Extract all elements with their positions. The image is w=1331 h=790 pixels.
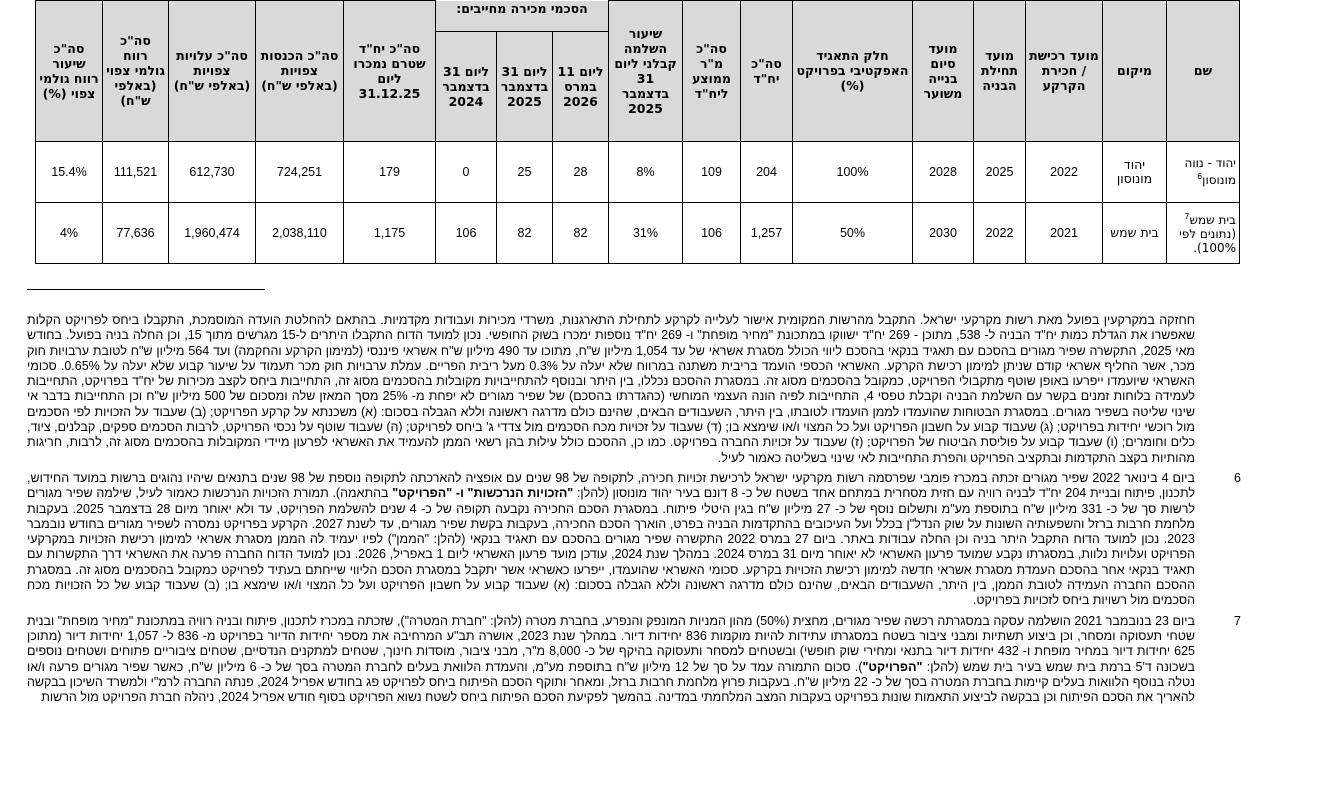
cell-construction-start: 2022: [974, 202, 1026, 263]
footnote-separator: [27, 289, 265, 290]
header-expected-revenue: סה"כ הכנסות צפויות (באלפי ש"ח): [256, 1, 344, 142]
footnote-7-text: ביום 23 בנובמבר 2021 הושלמה עסקה במסגרתה רכשה שפיר מגורים, מחצית (50%) מהון המניות המונפק והנפרע, בחברת מטרה (להלן: "חברת המטרה"), שזכתה במכרז לתכנון, פיתוח ובניה רוויה במתכונת "מחיר מופחת" ובנית שטחי תעסוקה ומסחר, וכן ביצוע תשתיות ומבני ציבור בשטח במסגרתו עתידות להיות מוקמות 836 יחידות דיור. במהלך שנת 2023, אושרה תב"ע המרחיבה את מספר יחידות הדיור בפרויקט מ- 836 ל- 1,057 יחידות דיור (מתוכן 625 יחידות דיור במחיר מופחת ו- 432 יחידות דיור בתנאי ומחירי שוק חופשי) ובשטחים למסחר ותעסוקה בהיקף של כ- 8,000 מ"ר, מבני ציבור, מוסדות חינוך, שטחים למתקנים הנדסיים, שטחים ציבוריים פתוחים ושטחים נוספים בשכונה ד'5 ברמת בית שמש בעיר בית שמש (להלן: "הפרויקט"). סכום התמורה עמד על סך של 12 מיליון ש"ח בתוספת מע"מ, והעמדת הלוואת בעלים לחברת המטרה בסך של כ- 6 מיליון ש"ח, כאשר שפיר מגורים פרעה ו/או נטלה בנוסף הלוואות בעלים קיימות בחברת המטרה בסך של כ- 22 מיליון ש"ח. בעקבות פרוץ מלחמת חרבות ברזל, ומאחר ותוקף הסכם הפיתוח ביחס לפרויקט פג בחודש אפריל 2024, פנתה החברה לרמ"י ולמשרד השיכון בבקשה להאריך את הסכם הפיתוח וכן בבקשה לביצוע התאמות שונות בפרויקט בעקבות המצב המלחמתי במדינה. בהמשך לפקיעת הסכם הפיתוח ביחס לשטח נשוא הפרויקט בסוף חודש אפריל 2024, ניהלה חברת הפרויקט מול הרשות: [27, 613, 1196, 705]
cell-purchase-date: 2022: [1026, 141, 1103, 202]
header-binding-dec-2024: ליום 31 בדצמבר 2024: [436, 31, 497, 141]
projects-table-wrapper: [27, 0, 1240, 264]
footnote-6-number: 6: [1234, 470, 1241, 485]
cell-binding-mar-2026: 28: [553, 141, 609, 202]
table-row: [0, 202, 1240, 263]
header-binding-mar-2026: ליום 11 במרס 2026: [553, 31, 609, 141]
cell-binding-mar-2026: 82: [553, 202, 609, 263]
header-contractor-rate: שיעור השלמה קבלני ליום 31 בדצמבר 2025: [609, 1, 683, 142]
footnote-continued: [27, 313, 1307, 466]
cell-location: יהוד מונוסון: [1103, 141, 1167, 202]
header-name: שם: [1167, 1, 1240, 142]
cell-location: בית שמש: [1103, 202, 1167, 263]
header-unsold-units: סה"כ יח"ד שטרם נמכרו ליום 31.12.25: [344, 1, 436, 142]
cell-expected-gross-profit: 77,636: [103, 202, 169, 263]
header-construction-end: מועד סיום בנייה משוער: [913, 1, 974, 142]
cell-unsold-units: 179: [344, 141, 436, 202]
footnote-6: [27, 471, 1307, 609]
header-binding-dec-2025: ליום 31 בדצמבר 2025: [497, 31, 553, 141]
cell-avg-sqm: 106: [683, 202, 741, 263]
table-row: [0, 141, 1240, 202]
cell-binding-dec-2025: 82: [497, 202, 553, 263]
header-expected-gross-profit: סה"כ רווח גולמי צפוי (באלפי ש"ח): [103, 1, 169, 142]
cell-total-units: 204: [741, 141, 793, 202]
cell-expected-revenue: 724,251: [256, 141, 344, 202]
cell-avg-sqm: 109: [683, 141, 741, 202]
header-total-units: סה"כ יח"ד: [741, 1, 793, 142]
cell-total-units: 1,257: [741, 202, 793, 263]
cell-construction-end: 2028: [913, 141, 974, 202]
footnote-6-text: ביום 4 בינואר 2022 שפיר מגורים זכתה במכרז פומבי שפרסמה רשות מקרקעי ישראל לרכישת זכויות חכירה, לתקופה של 98 שנים עם אופציה להארכתה לתקופה נוספת של 98 שנים בתנאים שיהיו נהוגים ברשות במועד החידוש, לתכנון, פיתוח ובניית 204 יח"ד לבניה רוויה עם חזית מסחרית במתחם אחד בשטח של כ- 8 דונם בעיר יהוד מונוסון (להלן: "הזכויות הנרכשות" ו- "הפרויקט" בהתאמה). תמורת הזכויות הנרכשות כאמור לעיל, שילמה שפיר מגורים לרשות סך של כ- 331 מיליון ש"ח בתוספת מע"מ ותשלום נוסף של כ- 27 מיליון ש"ח בגין היטלי פיתוח. במסגרת הסכם החכירה נקבעה תקופה של כ- 4 שנים להשלמת הפרויקט, עד ולא יאוחר מיום 28 בדצמבר 2025. בעקבות מלחמת חרבות ברזל והשפעותיה השונות על שוק הנדל"ן בכלל ועל העיכובים בהתקדמות הבניה בפרט, הוארך הסכם החכירה, בעקבות בקשת שפיר מגורים, עד לשנת 2027. הקרקע בפרויקט נמסרה לשפיר מגורים בחודש נובמבר 2023. נכון למועד הדוח התקבל היתר בניה וכן החלה עבודות באתר. ביום 27 במרס 2022 התקשרה שפיר מגורים בהסכם עם תאגיד בנקאי (להלן: "הממן") לפיו יעמיד לה הממן מסגרת אשראי למימון רכישת הזכויות במקרקעי הפרויקט ועלויות נלוות, במסגרתו נקבע שמועד פרעון האשראי לא יאוחר מיום 31 במרס 2024. במהלך שנת 2024, עודכן מועד פרעון האשראי ליום 1 באפריל, 2026. נכון למועד הדוח החברה פרעה את האשראי דרך התקשרות עם תאגיד בנקאי אחר בהסכם העמדת מסגרת אשראי חדשה למימון רכישת הזכויות בקרקע. סכומי האשראי שהועמדו, ייפרעו כאשראי אשר יתקבל במסגרת הסכם הליווי שייחתם בעתיד לפרויקט כמקובל בהסכמים מסוג זה. במסגרת ההסכם החברה העמידה לטובת הממן, בין היתר, השעבודים הבאים, שהינם כולם מדרגה ראשונה וללא הגבלה בסכום: (א) שעבוד קבוע על חשבון הפרויקט ועל כל המצוי ו/או שימצא בו; (ב) שעבוד קבוע של כל הזכויות מכח הסכמים מול רשויות ביחס לזכויות בפרויקט.: [27, 470, 1196, 608]
cell-contractor-rate: 8%: [609, 141, 683, 202]
projects-table: [0, 0, 1240, 264]
cell-binding-dec-2024: 106: [436, 202, 497, 263]
cell-expected-gross-profit: 111,521: [103, 141, 169, 202]
cell-gross-margin: 4%: [36, 202, 103, 263]
cell-corporation-share: 100%: [793, 141, 913, 202]
cell-unsold-units: 1,175: [344, 202, 436, 263]
cell-expected-costs: 612,730: [169, 141, 256, 202]
cell-expected-revenue: 2,038,110: [256, 202, 344, 263]
footnote-continued-text: חחזקה במקרקעין בפועל מאת רשות מקרקעי ישראל. התקבל מהרשות המקומית אישור לעלייה לקרקע לתחילת התארגנות, משרדי מכירות ועבודות מקדמיות. בהתאם להחלטת הועדה המוסמכת, התקבלו ביחס לפרויקט הקלות שאפשרו את הגדלת כמות יח"ד הבניה ל- 538, מתוכן - 269 יח"ד ישווקו במתכונת "מחיר מופחת" ו- 269 יח"ד נוספות ימכרו בשוק החופשי. נכון למועד הדוח התקבלו היתרים ל-15 מגרשים מתוך 15, וכן החלה בניה בפועל. בחודש מאי 2025, התקשרה שפיר מגורים בהסכם עם תאגיד בנקאי בהסכם ליווי הכולל מסגרת אשראי של עד 1,054 מיליון ש"ח, מתוכו עד 490 מיליון ש"ח אשראי פיננסי (למימון הקרקע והחקמה) ועד 564 מיליון ש"ח לטובת ערבויות חוק מכר, אשר החליף אשראי קודם שניתן למימון רכישת הקרקע. האשראי הכספי הועמד בריבית משתנה במרווח שלא יעלה על 0.3% מעל ריבית הפריים. עמלת ערבויות חוק מכר תעמוד על שיעור קבוע שלא יעלה על 0.65%. סכומי האשראי שיועמדו ייפרעו באופן שוטף מתקבולי הפרויקט, כמקובל בהסכמים מסוג זה. במסגרת ההסכם נכללו, בין היתר ובנוסף להתחייבויות מקובלות בהסכמים מסוג זה, התחייבות ביחס לקצב מכירות של יח"ד בפרויקט, התחייבות לעמידה בלוחות זמנים בקשר עם השלמת הבניה וקבלת טפסי 4, התחייבות לפיה הונה העצמי המוחשי (כהגדרתו בהסכם) של שפיר מגורים לא יפחת מ- 25% מסך המאזן שלה ומסכום של 500 מיליון ש"ח וכן התחייבות בדבר אי שינוי שליטה בשפיר מגורים. במסגרת הבטוחות שהועמדו לממן הועמדו לטובתו, בין היתר, השעבודים הבאים, שהינם כולם מדרגה ראשונה וללא הגבלה בסכום: (א) משכנתא על קרקע הפרויקט; (ב) שעבוד על הזכויות לפי הסכמים מול רוכשי יחידות בפרויקט; (ג) שעבוד קבוע על חשבון הפרויקט ועל כל המצוי ו/או שימצא בו; (ד) שעבוד על זכויות מכח הסכמים מול צדדי ג' ביחס לפרויקט; (ה) שעבוד שוטף על נכסי הפרויקט, לרבות הסכמים ספקים, קבלנים, ציוד, כלים וחומרים; (ו) שעבוד קבוע על פוליסת הביטוח של הפרויקט; (ז) שעבוד על זכויות החברה בפרויקט. כמו כן, ההסכם כולל עילות בהן רשאי הממן להעמיד את האשראי לפרעון מיידי המקובלות בהסכמים מסוג זה, לרבות, חריגות מהותיות בקצב התקדמות ובתקציב הפרויקט והפרת התחייבות לאי שינוי בשליטה כאמור לעיל.: [27, 313, 1196, 465]
cell-binding-dec-2025: 25: [497, 141, 553, 202]
cell-construction-end: 2030: [913, 202, 974, 263]
footnote-7: [27, 614, 1307, 706]
cell-name: בית שמש$^7$ (נתונים לפי 100%).: [1167, 202, 1240, 263]
header-location: מיקום: [1103, 1, 1167, 142]
header-expected-costs: סה"כ עלויות צפויות (באלפי ש"ח): [169, 1, 256, 142]
footnotes: [27, 313, 1307, 705]
cell-contractor-rate: 31%: [609, 202, 683, 263]
cell-corporation-share: 50%: [793, 202, 913, 263]
cell-binding-dec-2024: 0: [436, 141, 497, 202]
header-purchase-date: מועד רכישת / חכירת הקרקע: [1026, 1, 1103, 142]
cell-gross-margin: 15.4%: [36, 141, 103, 202]
footnote-7-number: 7: [1234, 613, 1241, 628]
header-binding-agreements: הסכמי מכירה מחייבים:: [436, 1, 609, 32]
header-corporation-share: חלק התאגיד האפקטיבי בפרויקט (%): [793, 1, 913, 142]
header-gross-margin: סה"כ שיעור רווח גולמי צפוי (%): [36, 1, 103, 142]
header-construction-start: מועד תחילת הבניה: [974, 1, 1026, 142]
cell-purchase-date: 2021: [1026, 202, 1103, 263]
cell-construction-start: 2025: [974, 141, 1026, 202]
header-avg-sqm: סה"כ מ"ר ממוצע ליח"ד: [683, 1, 741, 142]
cell-name: יהוד - נווה מונוסון$^6$: [1167, 141, 1240, 202]
cell-expected-costs: 1,960,474: [169, 202, 256, 263]
